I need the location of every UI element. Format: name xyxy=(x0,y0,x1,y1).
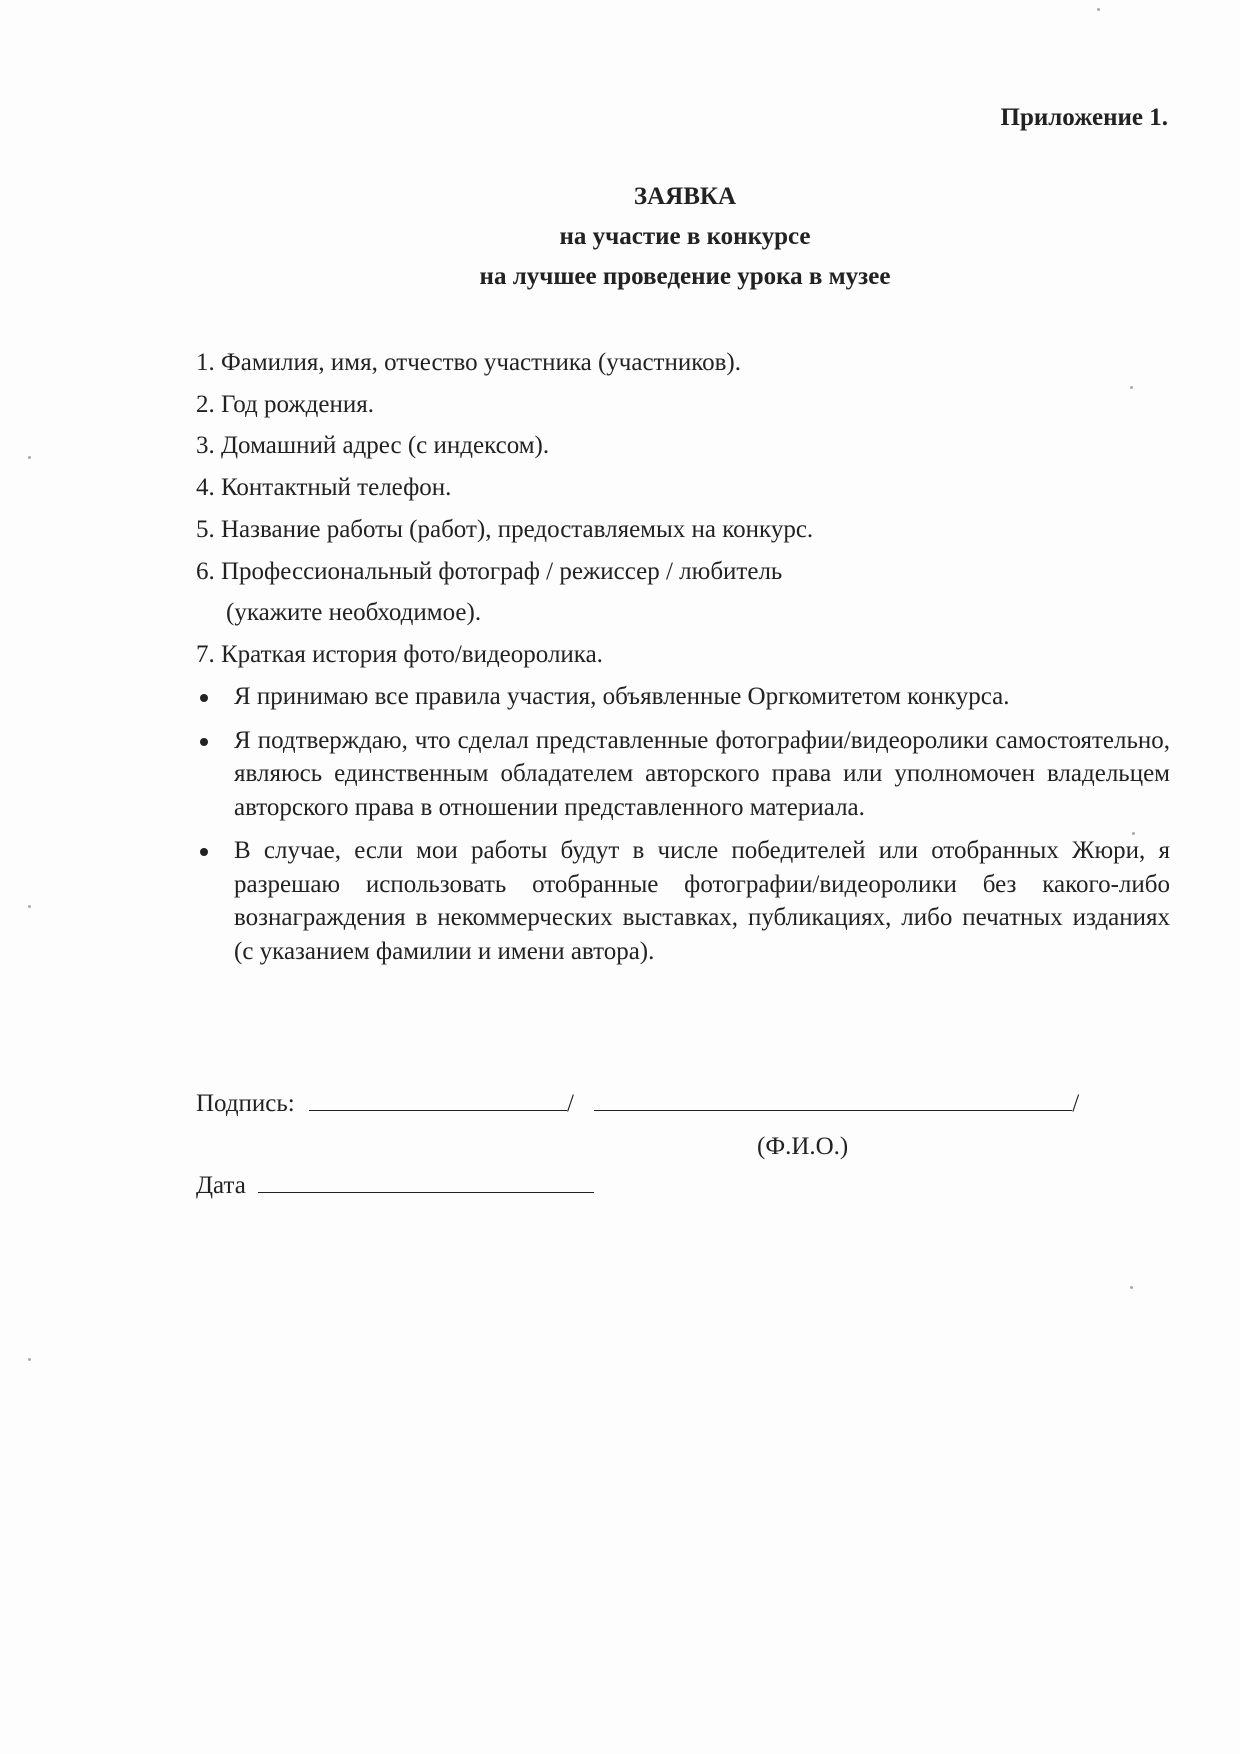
bullet-text: В случае, если мои работы будут в числе победителей или отобранных Жюри, я разрешаю использовать отобранные фотографии/видеоролики без какого-либо вознаграждения в некоммерческих выставках, публикациях, либо печатных изданиях (с указанием фамилии и имени автора). xyxy=(234,837,1170,965)
bullet-item xyxy=(198,724,1170,825)
appendix-label: Приложение 1. xyxy=(1000,104,1168,131)
scan-speck xyxy=(28,456,31,459)
bullet-list xyxy=(198,680,1170,978)
fio-caption: (Ф.И.О.) xyxy=(757,1133,849,1160)
bullet-dot-icon xyxy=(200,848,208,856)
scan-speck xyxy=(28,1358,31,1361)
list-item: 6. Профессиональный фотограф / режиссер / любитель xyxy=(196,557,783,585)
fio-separator: / xyxy=(1072,1090,1080,1117)
list-item: 3. Домашний адрес (с индексом). xyxy=(196,432,550,460)
date-blank-line[interactable] xyxy=(258,1170,594,1193)
signature-label: Подпись: xyxy=(196,1090,295,1117)
bullet-item xyxy=(198,834,1170,968)
bullet-item xyxy=(198,680,1170,714)
scan-speck xyxy=(28,905,31,908)
bullet-text: Я подтверждаю, что сделал представленные фотографии/видеоролики самостоятельно, являюсь единственным обладателем авторского права или уполномочен владельцем авторского права в отношении представленного материала. xyxy=(234,726,1170,821)
scan-speck xyxy=(1097,8,1100,11)
bullet-dot-icon xyxy=(200,694,208,702)
title-line-3: на лучшее проведение урока в музее xyxy=(479,263,891,290)
title-block xyxy=(0,177,1240,297)
bullet-text: Я принимаю все правила участия, объявленные Оргкомитетом конкурса. xyxy=(234,683,1010,710)
list-item-continuation: (укажите необходимое). xyxy=(226,599,482,627)
list-item: 2. Год рождения. xyxy=(196,390,374,418)
bullet-dot-icon xyxy=(200,738,208,746)
date-row xyxy=(196,1170,594,1200)
list-item: 1. Фамилия, имя, отчество участника (участников). xyxy=(196,349,741,376)
signature-blank-line[interactable] xyxy=(309,1088,567,1111)
scan-speck xyxy=(1132,832,1135,835)
signature-separator: / xyxy=(567,1090,574,1117)
title-line-1: ЗАЯВКА xyxy=(633,183,737,210)
signature-row xyxy=(196,1088,1079,1118)
title-line-2: на участие в конкурсе xyxy=(559,223,811,250)
list-item: 7. Краткая история фото/видеоролика. xyxy=(196,640,603,668)
scan-speck xyxy=(1130,1286,1133,1289)
list-item: 5. Название работы (работ), предоставляемых на конкурс. xyxy=(196,515,814,543)
list-item: 4. Контактный телефон. xyxy=(196,474,452,502)
scan-speck xyxy=(1130,386,1133,389)
date-label: Дата xyxy=(196,1172,246,1199)
numbered-list xyxy=(196,342,813,676)
fio-blank-line[interactable] xyxy=(594,1088,1072,1111)
